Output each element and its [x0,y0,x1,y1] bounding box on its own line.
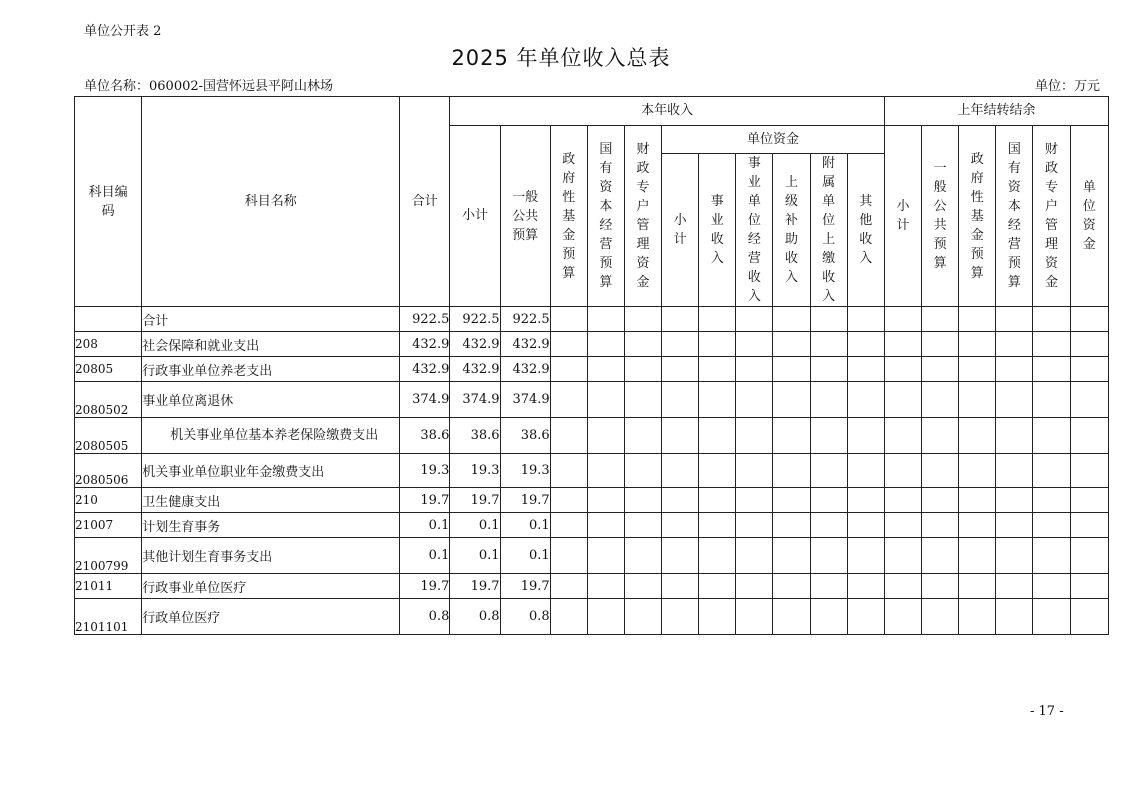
empty-cell [662,357,699,382]
header-carry-general: 一般公共预算 [922,126,959,307]
empty-cell [624,513,661,538]
empty-cell [1033,382,1070,418]
empty-cell [959,513,996,538]
empty-cell [1033,357,1070,382]
empty-cell [922,454,959,488]
empty-cell [1033,513,1070,538]
empty-cell [959,574,996,599]
empty-cell [736,307,773,332]
empty-cell [624,599,661,635]
row-code: 2080506 [75,454,142,488]
empty-cell [959,454,996,488]
empty-cell [884,382,921,418]
empty-cell [996,454,1033,488]
empty-cell [773,418,810,454]
empty-cell [810,513,847,538]
empty-cell [736,382,773,418]
empty-cell [587,332,624,357]
header-unit-subtotal: 小计 [662,154,699,307]
empty-cell [662,513,699,538]
empty-cell [847,488,884,513]
empty-cell [996,418,1033,454]
empty-cell [1033,488,1070,513]
empty-cell [662,418,699,454]
header-fiscal-special: 财政专户管理资金 [624,126,661,307]
row-subtotal: 0.8 [450,599,500,635]
empty-cell [996,307,1033,332]
empty-cell [1070,357,1108,382]
empty-cell [699,357,736,382]
empty-cell [922,332,959,357]
empty-cell [662,332,699,357]
row-total: 19.7 [400,488,450,513]
empty-cell [959,307,996,332]
row-code: 208 [75,332,142,357]
row-total: 19.3 [400,454,450,488]
empty-cell [922,513,959,538]
table-row [75,488,1109,513]
empty-cell [699,382,736,418]
header-business-income: 事业收入 [699,154,736,307]
empty-cell [773,307,810,332]
empty-cell [587,418,624,454]
row-subtotal: 432.9 [450,357,500,382]
empty-cell [810,538,847,574]
empty-cell [810,454,847,488]
row-general-budget: 19.3 [500,454,550,488]
empty-cell [587,307,624,332]
header-total: 合计 [400,97,450,307]
empty-cell [959,599,996,635]
empty-cell [1033,418,1070,454]
empty-cell [884,574,921,599]
header-code: 科目编码 [75,97,142,307]
empty-cell [884,307,921,332]
header-unit-funds: 单位资金 [662,126,885,154]
header-gov-fund: 政府性基金预算 [550,126,587,307]
header-carry-fiscal-special: 财政专户管理资金 [1033,126,1070,307]
empty-cell [550,418,587,454]
empty-cell [773,382,810,418]
empty-cell [1033,574,1070,599]
row-subtotal: 0.1 [450,513,500,538]
empty-cell [736,599,773,635]
empty-cell [884,454,921,488]
empty-cell [773,599,810,635]
empty-cell [884,357,921,382]
empty-cell [884,488,921,513]
empty-cell [699,307,736,332]
header-carryover: 上年结转结余 [884,97,1108,126]
table-row [75,454,1109,488]
table-row [75,382,1109,418]
empty-cell [1033,538,1070,574]
empty-cell [922,307,959,332]
row-name: 行政事业单位医疗 [142,574,400,599]
row-subtotal: 19.3 [450,454,500,488]
empty-cell [699,538,736,574]
row-name: 社会保障和就业支出 [142,332,400,357]
empty-cell [1070,454,1108,488]
empty-cell [773,357,810,382]
empty-cell [587,488,624,513]
empty-cell [1070,513,1108,538]
empty-cell [1033,307,1070,332]
row-general-budget: 374.9 [500,382,550,418]
empty-cell [587,574,624,599]
empty-cell [959,538,996,574]
empty-cell [847,538,884,574]
empty-cell [810,418,847,454]
empty-cell [624,454,661,488]
header-name: 科目名称 [142,97,400,307]
header-state-capital: 国有资本经营预算 [587,126,624,307]
empty-cell [847,513,884,538]
header-superior-subsidy: 上级补助收入 [773,154,810,307]
empty-cell [624,418,661,454]
empty-cell [810,307,847,332]
empty-cell [736,357,773,382]
row-general-budget: 19.7 [500,574,550,599]
empty-cell [996,513,1033,538]
empty-cell [847,599,884,635]
empty-cell [773,332,810,357]
income-summary-table [74,96,1109,635]
row-total: 0.1 [400,538,450,574]
row-code: 2080505 [75,418,142,454]
empty-cell [810,332,847,357]
empty-cell [810,382,847,418]
row-subtotal: 38.6 [450,418,500,454]
empty-cell [587,599,624,635]
empty-cell [996,357,1033,382]
empty-cell [810,357,847,382]
empty-cell [847,357,884,382]
header-operating-income: 事业单位经营收入 [736,154,773,307]
empty-cell [587,382,624,418]
table-row [75,513,1109,538]
row-total: 38.6 [400,418,450,454]
row-name: 事业单位离退休 [142,382,400,418]
row-code: 21011 [75,574,142,599]
empty-cell [773,488,810,513]
row-general-budget: 38.6 [500,418,550,454]
row-name: 卫生健康支出 [142,488,400,513]
empty-cell [662,599,699,635]
empty-cell [550,382,587,418]
empty-cell [550,599,587,635]
empty-cell [662,538,699,574]
empty-cell [810,574,847,599]
empty-cell [736,488,773,513]
empty-cell [773,513,810,538]
row-total: 374.9 [400,382,450,418]
empty-cell [959,382,996,418]
empty-cell [996,599,1033,635]
table-row [75,357,1109,382]
empty-cell [624,357,661,382]
header-current-year: 本年收入 [450,97,885,126]
empty-cell [1033,599,1070,635]
empty-cell [847,418,884,454]
header-carry-gov-fund: 政府性基金预算 [959,126,996,307]
empty-cell [699,454,736,488]
empty-cell [996,332,1033,357]
row-subtotal: 0.1 [450,538,500,574]
row-code [75,307,142,332]
empty-cell [550,454,587,488]
empty-cell [1070,382,1108,418]
header-carry-unit-funds: 单位资金 [1070,126,1108,307]
empty-cell [996,382,1033,418]
header-carry-state-capital: 国有资本经营预算 [996,126,1033,307]
empty-cell [1070,488,1108,513]
row-general-budget: 0.8 [500,599,550,635]
empty-cell [1070,538,1108,574]
row-code: 21007 [75,513,142,538]
empty-cell [662,307,699,332]
empty-cell [996,574,1033,599]
row-subtotal: 19.7 [450,574,500,599]
empty-cell [959,488,996,513]
empty-cell [699,574,736,599]
empty-cell [736,513,773,538]
empty-cell [699,488,736,513]
table-body [75,307,1109,635]
money-unit-label: 单位：万元 [1034,79,1100,94]
empty-cell [922,382,959,418]
empty-cell [736,538,773,574]
empty-cell [699,332,736,357]
row-total: 432.9 [400,357,450,382]
empty-cell [624,307,661,332]
row-subtotal: 922.5 [450,307,500,332]
empty-cell [884,513,921,538]
empty-cell [587,513,624,538]
empty-cell [662,382,699,418]
empty-cell [587,357,624,382]
empty-cell [922,357,959,382]
empty-cell [847,307,884,332]
empty-cell [736,574,773,599]
row-code: 2101101 [75,599,142,635]
empty-cell [1033,332,1070,357]
empty-cell [624,538,661,574]
empty-cell [847,574,884,599]
row-name: 机关事业单位职业年金缴费支出 [142,454,400,488]
empty-cell [736,454,773,488]
empty-cell [996,488,1033,513]
empty-cell [773,574,810,599]
row-total: 19.7 [400,574,450,599]
empty-cell [884,332,921,357]
empty-cell [810,488,847,513]
empty-cell [1033,454,1070,488]
row-general-budget: 19.7 [500,488,550,513]
empty-cell [550,574,587,599]
row-subtotal: 374.9 [450,382,500,418]
empty-cell [1070,418,1108,454]
empty-cell [922,488,959,513]
empty-cell [884,599,921,635]
empty-cell [847,332,884,357]
table-row [75,307,1109,332]
row-name: 合计 [142,307,400,332]
empty-cell [959,357,996,382]
header-general-budget: 一般公共预算 [500,126,550,307]
page-number: - 17 - [1030,704,1064,719]
table-row [75,574,1109,599]
row-general-budget: 432.9 [500,357,550,382]
header-affiliated-income: 附属单位上缴收入 [810,154,847,307]
empty-cell [922,574,959,599]
header-carry-subtotal: 小计 [884,126,921,307]
row-code: 2100799 [75,538,142,574]
table-number-label: 单位公开表 2 [84,24,162,39]
empty-cell [550,307,587,332]
header-other-income: 其他收入 [847,154,884,307]
table-row [75,418,1109,454]
empty-cell [810,599,847,635]
empty-cell [922,599,959,635]
empty-cell [587,538,624,574]
empty-cell [959,418,996,454]
table-row [75,332,1109,357]
row-name: 计划生育事务 [142,513,400,538]
row-code: 210 [75,488,142,513]
empty-cell [959,332,996,357]
row-name: 行政事业单位养老支出 [142,357,400,382]
empty-cell [587,454,624,488]
empty-cell [922,418,959,454]
empty-cell [1070,332,1108,357]
empty-cell [550,488,587,513]
empty-cell [699,418,736,454]
empty-cell [847,382,884,418]
empty-cell [550,357,587,382]
row-subtotal: 19.7 [450,488,500,513]
row-general-budget: 0.1 [500,538,550,574]
empty-cell [662,488,699,513]
empty-cell [624,382,661,418]
empty-cell [1070,307,1108,332]
row-subtotal: 432.9 [450,332,500,357]
empty-cell [736,418,773,454]
empty-cell [624,332,661,357]
empty-cell [773,538,810,574]
empty-cell [884,418,921,454]
row-name: 其他计划生育事务支出 [142,538,400,574]
unit-name-label: 单位名称：060002-国营怀远县平阿山林场 [84,79,334,94]
empty-cell [624,574,661,599]
row-name: 机关事业单位基本养老保险缴费支出 [142,418,400,454]
empty-cell [550,332,587,357]
row-code: 2080502 [75,382,142,418]
empty-cell [996,538,1033,574]
row-general-budget: 922.5 [500,307,550,332]
empty-cell [922,538,959,574]
table-row [75,538,1109,574]
empty-cell [550,538,587,574]
empty-cell [736,332,773,357]
empty-cell [550,513,587,538]
row-general-budget: 432.9 [500,332,550,357]
empty-cell [624,488,661,513]
row-name: 行政单位医疗 [142,599,400,635]
empty-cell [847,454,884,488]
empty-cell [699,513,736,538]
empty-cell [773,454,810,488]
header-subtotal: 小计 [450,126,500,307]
empty-cell [662,574,699,599]
empty-cell [1070,599,1108,635]
row-code: 20805 [75,357,142,382]
row-total: 922.5 [400,307,450,332]
row-total: 0.1 [400,513,450,538]
empty-cell [1070,574,1108,599]
empty-cell [662,454,699,488]
empty-cell [884,538,921,574]
row-total: 432.9 [400,332,450,357]
empty-cell [699,599,736,635]
row-total: 0.8 [400,599,450,635]
row-general-budget: 0.1 [500,513,550,538]
table-row [75,599,1109,635]
page-title: 2025 年单位收入总表 [451,46,671,70]
